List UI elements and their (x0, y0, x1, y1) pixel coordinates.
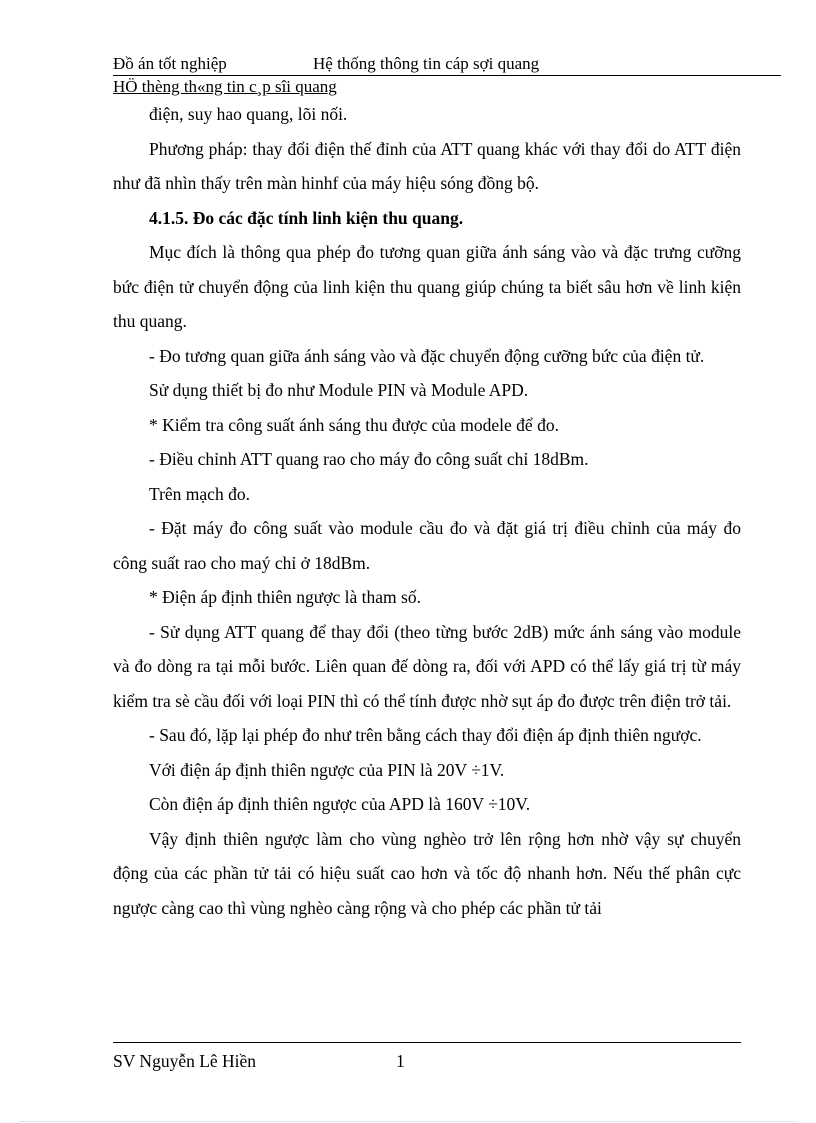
footer-author: SV Nguyễn Lê Hiền (113, 1051, 257, 1071)
paragraph: - Đặt máy đo công suất vào module cầu đo và đặt giá trị điều chỉnh của máy đo công suất rao cho maý chỉ ở 18dBm. (113, 518, 741, 573)
header-right-title: Hệ thống thông tin cáp sợi quang (313, 54, 540, 73)
page-number: 1 (396, 1051, 405, 1071)
paragraph: - Sử dụng ATT quang để thay đổi (theo từng bước 2dB) mức ánh sáng vào module và đo dòng ra tại mỗi bước. Liên quan đế dòng ra, đối với APD có thể lấy giá trị từ máy kiểm tra sè cầu đối với loại PIN thì có thể tính được nhờ sụt áp đo được trên điện trở tải. (113, 621, 741, 711)
paragraph: - Sau đó, lặp lại phép đo như trên bằng cách thay đổi điện áp định thiên ngược. (149, 725, 702, 745)
paragraph: Còn điện áp định thiên ngược của APD là 160V ÷10V. (149, 794, 531, 814)
header-garbled-line: HÖ thèng th«ng tin c¸p sîi quang (113, 77, 337, 96)
section-heading: 4.1.5. Đo các đặc tính linh kiện thu quang. (149, 207, 464, 228)
page-bottom-edge (20, 1121, 796, 1122)
header-left-title: Đồ án tốt nghiệp (113, 54, 227, 73)
paragraph: điện, suy hao quang, lõi nối. (149, 104, 348, 124)
paragraph: * Kiểm tra công suất ánh sáng thu được của modele để đo. (149, 414, 559, 435)
paragraph: - Đo tương quan giữa ánh sáng vào và đặc chuyển động cưỡng bức của điện tử. (149, 345, 705, 366)
paragraph: Vậy định thiên ngược làm cho vùng nghèo trở lên rộng hơn nhờ vậy sự chuyển động của các phần tử tải có hiệu suất cao hơn và tốc độ nhanh hơn. Nếu thế phân cực ngược càng cao thì vùng nghèo càng rộng và cho phép các phần tử tải (113, 828, 741, 918)
paragraph: Với điện áp định thiên ngược của PIN là 20V ÷1V. (149, 759, 505, 780)
paragraph: Trên mạch đo. (149, 483, 250, 504)
body-text (113, 97, 741, 925)
paragraph: Mục đích là thông qua phép đo tương quan giữa ánh sáng vào và đặc trưng cưỡng bức điện tử chuyển động của linh kiện thu quang giúp chúng ta biết sâu hơn về linh kiện thu quang. (113, 242, 741, 331)
paragraph: - Điều chỉnh ATT quang rao cho máy đo công suất chỉ 18dBm. (149, 449, 589, 469)
page-header (113, 53, 781, 76)
paragraph: Sử dụng thiết bị đo như Module PIN và Module APD. (149, 380, 529, 400)
paragraph: Phương pháp: thay đổi điện thế đỉnh của ATT quang khác với thay đổi do ATT điện như đã nhìn thấy trên màn hinhf của máy hiệu sóng đồng bộ. (113, 138, 741, 193)
paragraph: * Điện áp định thiên ngược là tham số. (149, 587, 421, 607)
footer-divider (113, 1042, 741, 1043)
